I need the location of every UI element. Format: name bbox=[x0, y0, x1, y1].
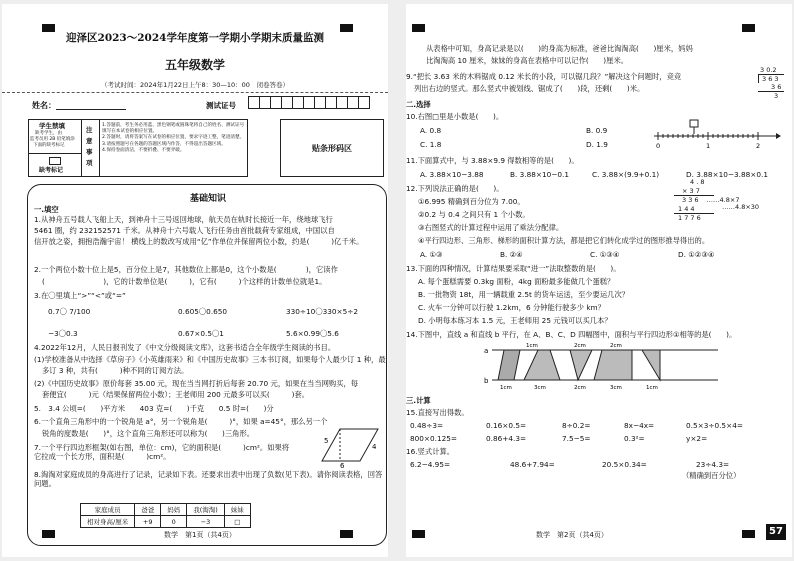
q10-line: 10.右图□里是小数是( )。 bbox=[406, 112, 504, 121]
q15-item: 7.5−5= bbox=[562, 434, 591, 443]
q15-item: y×2= bbox=[686, 434, 708, 443]
basic-knowledge-section bbox=[27, 184, 387, 546]
page-footer: 数学 第2页（共4页） bbox=[536, 531, 608, 539]
measure-label: 2cm bbox=[574, 385, 586, 390]
part-title: 二.选择 bbox=[406, 100, 431, 109]
part-title: 一.填空 bbox=[34, 205, 59, 214]
exam-page-1 bbox=[2, 4, 388, 557]
q13-line: 13.下面的四种情况，计算结果要采取“进一”法取整数的是( )。 bbox=[406, 264, 621, 273]
q15-item: 800×0.125= bbox=[410, 434, 458, 443]
measure-label: 2cm bbox=[610, 343, 622, 349]
part-title: 三.计算 bbox=[406, 396, 431, 405]
height-table bbox=[80, 503, 251, 528]
shape-a bbox=[524, 350, 560, 380]
id-number-boxes[interactable] bbox=[248, 96, 369, 109]
q10-option: B. 0.9 bbox=[586, 126, 608, 135]
axis-tick-0: 0 bbox=[656, 142, 661, 150]
section-title: 基础知识 bbox=[189, 194, 226, 204]
q10-option: A. 0.8 bbox=[420, 126, 442, 135]
q1-line: 5461 圈，约 232152571 千米。从神舟十六号载人飞行任务由首批载荷专家组成，中国以自 bbox=[34, 226, 335, 235]
notice-box bbox=[28, 119, 248, 177]
parallelogram-1 bbox=[498, 350, 520, 380]
name-label: 姓名： bbox=[32, 101, 126, 110]
measure-label: 2cm bbox=[574, 343, 586, 349]
q14-line: 14.下图中，直线 a 和直线 b 平行，在 A、B、C、D 四幅图中，面积与平行四边形①相等的是( )。 bbox=[406, 330, 737, 339]
q5-line: 5. 3.4 公顷=( )平方米 403 克=( )千克 0.5 时=( )分 bbox=[34, 404, 274, 413]
q1-line: 信开放之姿，拥抱浩瀚宇宙！ 横线上的数改写成用“亿”作单位并保留两位小数，约是( )亿千米。 bbox=[34, 237, 364, 246]
q3-item: 5.6×0.99〇5.6 bbox=[286, 329, 339, 338]
exam-header-title: 迎泽区2023～2024学年度第一学期小学期末质量监测 bbox=[66, 32, 324, 44]
table-cell: □ bbox=[224, 516, 250, 528]
q6-line: 锐角的度数是( )°，这个直角三角形还可以称为( )三角形。 bbox=[42, 429, 255, 438]
table-header: 我(淘淘) bbox=[187, 504, 225, 516]
q12-item: ④平行四边形、三角形、梯形的面积计算方法，都是把它们转化成学过的图形推导得出的。 bbox=[418, 236, 710, 245]
q15-item: 0.48÷3= bbox=[410, 421, 444, 430]
fig-label: 4 bbox=[372, 443, 377, 451]
q12-multiplication-figure: 4 . 8 × 3 7 3 3 6 ……4.8×7 1 4 4 ……4.8×30 1 7 7 6 bbox=[674, 178, 784, 223]
q9-division-figure: 3 0.2 3 6 3 3 6 3 bbox=[748, 66, 784, 100]
q11-line: 11.下面算式中，与 3.88×9.9 得数相等的是( )。 bbox=[406, 156, 579, 165]
q8-cont-line: 比淘淘高 10 厘米，妹妹的身高在表格中可以记作( )厘米。 bbox=[426, 56, 629, 65]
page-mark: 57 bbox=[766, 524, 786, 540]
q2-line: 2.一个两位小数十位上是5，百分位上是7，其他数位上都是0，这个小数是( )，它读作 bbox=[34, 265, 338, 274]
q12-option: A. ①③ bbox=[420, 250, 443, 259]
q12-item: ③右图竖式的计算过程中运用了乘法分配律。 bbox=[418, 223, 564, 232]
q16-item: 23÷4.3= bbox=[696, 460, 730, 469]
registration-mark bbox=[412, 530, 425, 538]
q12-option: B. ②④ bbox=[500, 250, 523, 259]
q15-item: 0.3²= bbox=[624, 434, 645, 443]
fig-label: 6 bbox=[340, 462, 345, 469]
q6-line: 6.一个直角三角形中的一个锐角是 a°，另一个锐角是( )°，如果 a=45°，那么另一个 bbox=[34, 417, 328, 426]
table-header: 家庭成员 bbox=[81, 504, 135, 516]
registration-mark bbox=[742, 530, 755, 538]
q11-option: C. 3.88×(9.9+0.1) bbox=[592, 170, 660, 179]
q15-line: 15.直接写出得数。 bbox=[406, 408, 469, 417]
table-cell: 相对身高/厘米 bbox=[81, 516, 135, 528]
q15-item: 0.16×0.5= bbox=[486, 421, 527, 430]
table-cell: −3 bbox=[187, 516, 225, 528]
page-footer: 数学 第1页（共4页） bbox=[164, 531, 236, 539]
q15-item: 0.86+4.3= bbox=[486, 434, 527, 443]
table-header: 妈妈 bbox=[161, 504, 187, 516]
table-header: 妹妹 bbox=[224, 504, 250, 516]
measure-label: 1cm bbox=[646, 385, 658, 390]
student-note-3: 下面的缺考标记 bbox=[33, 143, 65, 148]
q15-item: 8÷0.2= bbox=[562, 421, 591, 430]
axis-tick-2: 2 bbox=[756, 142, 761, 150]
q12-item: ②0.2 与 0.4 之间只有 1 个小数。 bbox=[418, 210, 530, 219]
q13-item: A. 每个蛋糕需要 0.3kg 面粉，4kg 面粉最多能做几个蛋糕？ bbox=[418, 277, 615, 286]
measure-label: 3cm bbox=[534, 385, 546, 390]
line-label: a bbox=[484, 347, 489, 355]
q3-item: 330÷10〇330×5÷2 bbox=[286, 307, 359, 316]
table-cell: +9 bbox=[135, 516, 161, 528]
student-note-1: 缺考学生，由 bbox=[35, 131, 62, 136]
q12-line: 12.下列说法正确的是( )。 bbox=[406, 184, 504, 193]
q2-line: ( )，它的计数单位是( )，它有( )个这样的计数单位就是1。 bbox=[42, 277, 327, 286]
table-header: 爸爸 bbox=[135, 504, 161, 516]
q9-line: 9.“把长 3.63 米的木料锯成 0.12 米长的小段，可以锯几段？”解决这个问题时，竞竞 bbox=[406, 72, 682, 81]
q16-item: 48.6+7.94= bbox=[510, 460, 555, 469]
q16-item: 20.5×0.34= bbox=[602, 460, 647, 469]
dashed-divider bbox=[2, 92, 388, 93]
q11-option: B. 3.88×10−0.1 bbox=[510, 170, 570, 179]
q12-item: ①6.995 精确到百分位为 7.00。 bbox=[418, 197, 525, 206]
parallel-lines-figure bbox=[482, 340, 726, 390]
q15-item: 8x−4x= bbox=[624, 421, 655, 430]
registration-mark bbox=[742, 24, 755, 32]
q4-line: (1)学校准备从中选择《草房子》《小英雄雨来》和《中国历史故事》三本书订阅，如果每个人最少订 1 种，最 bbox=[34, 355, 386, 364]
notice-items: 1.答题前，考生务必用蓝、黑色钢笔或圆珠笔将自己的姓名、测试证号填写在本试卷的相应位置。 2.答题时，请将答案写在试卷的相应位置，要求字迹工整，笔迹清楚。 3.请按照题号在各题的答题区域内作答，不得超出答题区域。 4.保持卷面清洁，不要折叠、不要弄破。 bbox=[102, 123, 245, 153]
measure-label: 3cm bbox=[610, 385, 622, 390]
exam-time: （考试时间：2024年1月22日上午8：30—10：00 闭卷答卷） bbox=[101, 81, 289, 89]
fig-label: 5 bbox=[324, 437, 329, 445]
absent-label: 缺考标记 bbox=[39, 167, 64, 174]
q16-note: （精确到百分位） bbox=[682, 471, 741, 480]
axis-tick-1: 1 bbox=[706, 142, 711, 150]
q4-line: 套便宜( )元（结果保留两位小数）；王老师用 200 元最多可以买( )套。 bbox=[42, 390, 310, 399]
q4-line: 多订 3 种，共有( )种不同的订阅方法。 bbox=[42, 366, 189, 375]
q13-item: B. 一批物资 18t，用一辆载重 2.5t 的货车运送，至少要运几次？ bbox=[418, 290, 630, 299]
q3-item: 0.67×0.5〇1 bbox=[178, 329, 224, 338]
q13-item: D. 小明每本练习本 1.5 元，王老师用 25 元钱可以买几本？ bbox=[418, 316, 612, 325]
q1-line: 1.从神舟五号载人飞船上天，到神舟十三号返回地球，航天员在轨时长接近一年，绕地球飞行 bbox=[34, 215, 333, 224]
student-note-2: 监考员用 2B 铅笔填涂 bbox=[30, 137, 75, 142]
subject-title: 五年级数学 bbox=[164, 58, 225, 72]
q7-line: 7.一个平行四边形框架(如右图，单位：cm)，它的面积是( )cm²。如果将它拉成一个长方形，面积是( )cm²。 bbox=[34, 443, 290, 461]
barcode-sticker-area: 贴条形码区 bbox=[280, 119, 384, 177]
q13-item: C. 火车一分钟可以行驶 1.2km，6 分钟能行驶多少 km？ bbox=[418, 303, 605, 312]
shape-c bbox=[594, 350, 632, 380]
q12-option: C. ①③④ bbox=[590, 250, 620, 259]
q11-option: D. 3.88×10−3.88×0.1 bbox=[686, 170, 768, 179]
measure-label: 1cm bbox=[500, 385, 512, 390]
q4-line: (2)《中国历史故事》原价每套 35.00 元，现在当当网打折后每套 20.70 元，如果在当当网购买，每 bbox=[34, 379, 359, 388]
q3-item: −3〇0.3 bbox=[48, 329, 78, 338]
id-label: 测试证号 bbox=[206, 101, 236, 110]
q8-line: 8.淘淘对家庭成员的身高进行了记录，记录如下表。还要求出表中出现了负数(见下表)。请你阅读表格，回答问题。 bbox=[34, 470, 383, 488]
table-cell: 0 bbox=[161, 516, 187, 528]
q3-item: 0.7〇 7/100 bbox=[48, 307, 91, 316]
q11-option: A. 3.88×10−3.88 bbox=[420, 170, 484, 179]
q12-option: D. ①②③④ bbox=[678, 250, 715, 259]
number-line-figure bbox=[650, 116, 782, 150]
q4-line: 4.2022年12月，人民日报刊发了《中文分级阅读文库》，这套书适合全年级学生阅读的书目。 bbox=[34, 343, 336, 352]
q10-option: C. 1.8 bbox=[420, 140, 442, 149]
exam-page-2 bbox=[406, 4, 792, 557]
q10-option: D. 1.9 bbox=[586, 140, 608, 149]
registration-mark bbox=[412, 24, 425, 32]
absent-checkbox[interactable] bbox=[49, 157, 61, 165]
shape-d bbox=[642, 350, 660, 380]
q3-title: 3.在〇里填上“>”“<”或“=” bbox=[34, 291, 126, 300]
q16-item: 6.2−4.95= bbox=[410, 460, 451, 469]
line-label: b bbox=[484, 377, 489, 385]
name-field[interactable] bbox=[56, 102, 126, 110]
q8-cont-line: 从表格中可知，身高记录是以( )的身高为标准，爸爸比淘淘高( )厘米，妈妈 bbox=[426, 44, 693, 53]
student-label: 学生禁填 bbox=[39, 122, 65, 130]
q15-item: 0.5×3÷0.5×4= bbox=[686, 421, 743, 430]
measure-label: 1cm bbox=[526, 343, 538, 349]
parallelogram-figure bbox=[318, 421, 382, 469]
q16-line: 16.竖式计算。 bbox=[406, 447, 455, 456]
q3-item: 0.605〇0.650 bbox=[178, 307, 228, 316]
shape-b bbox=[570, 350, 592, 380]
q9-line: 列出右边的竖式。那么竖式中被划线、锯成了( )段，还剩( )米。 bbox=[414, 84, 645, 93]
notice-label: 注 意 事 项 bbox=[86, 126, 93, 167]
